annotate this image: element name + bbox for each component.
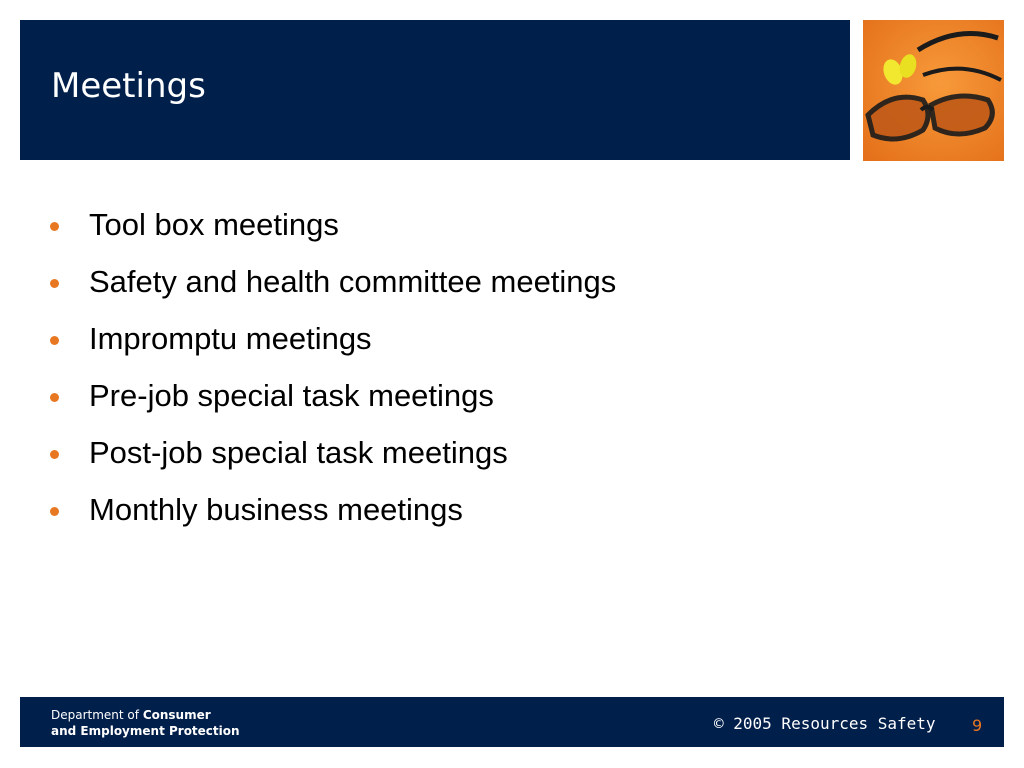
safety-glasses-icon — [863, 20, 1004, 161]
safety-glasses-photo — [863, 20, 1004, 161]
bullet-dot-icon — [50, 279, 59, 288]
footer-bar — [20, 697, 1004, 747]
list-item — [50, 253, 616, 310]
list-item — [50, 310, 616, 367]
department-prefix: Department of — [51, 708, 143, 722]
department-bold: Consumer — [142, 708, 211, 722]
bullet-list — [50, 196, 616, 538]
bullet-text: Safety and health committee meetings — [89, 263, 617, 299]
bullet-text: Monthly business meetings — [89, 491, 463, 527]
list-item — [50, 481, 616, 538]
bullet-dot-icon — [50, 336, 59, 345]
list-item — [50, 367, 616, 424]
list-item — [50, 196, 616, 253]
slide-title: Meetings — [51, 66, 206, 106]
title-bar — [20, 20, 850, 160]
bullet-dot-icon — [50, 507, 59, 516]
bullet-dot-icon — [50, 222, 59, 231]
bullet-dot-icon — [50, 393, 59, 402]
bullet-text: Impromptu meetings — [89, 320, 372, 356]
list-item — [50, 424, 616, 481]
copyright-text: © 2005 Resources Safety — [714, 714, 936, 733]
department-line2: and Employment Protection — [51, 724, 240, 738]
bullet-text: Post-job special task meetings — [89, 434, 508, 470]
bullet-text: Tool box meetings — [89, 206, 339, 242]
bullet-dot-icon — [50, 450, 59, 459]
department-name — [51, 707, 240, 739]
bullet-text: Pre-job special task meetings — [89, 377, 494, 413]
page-number: 9 — [972, 716, 983, 735]
